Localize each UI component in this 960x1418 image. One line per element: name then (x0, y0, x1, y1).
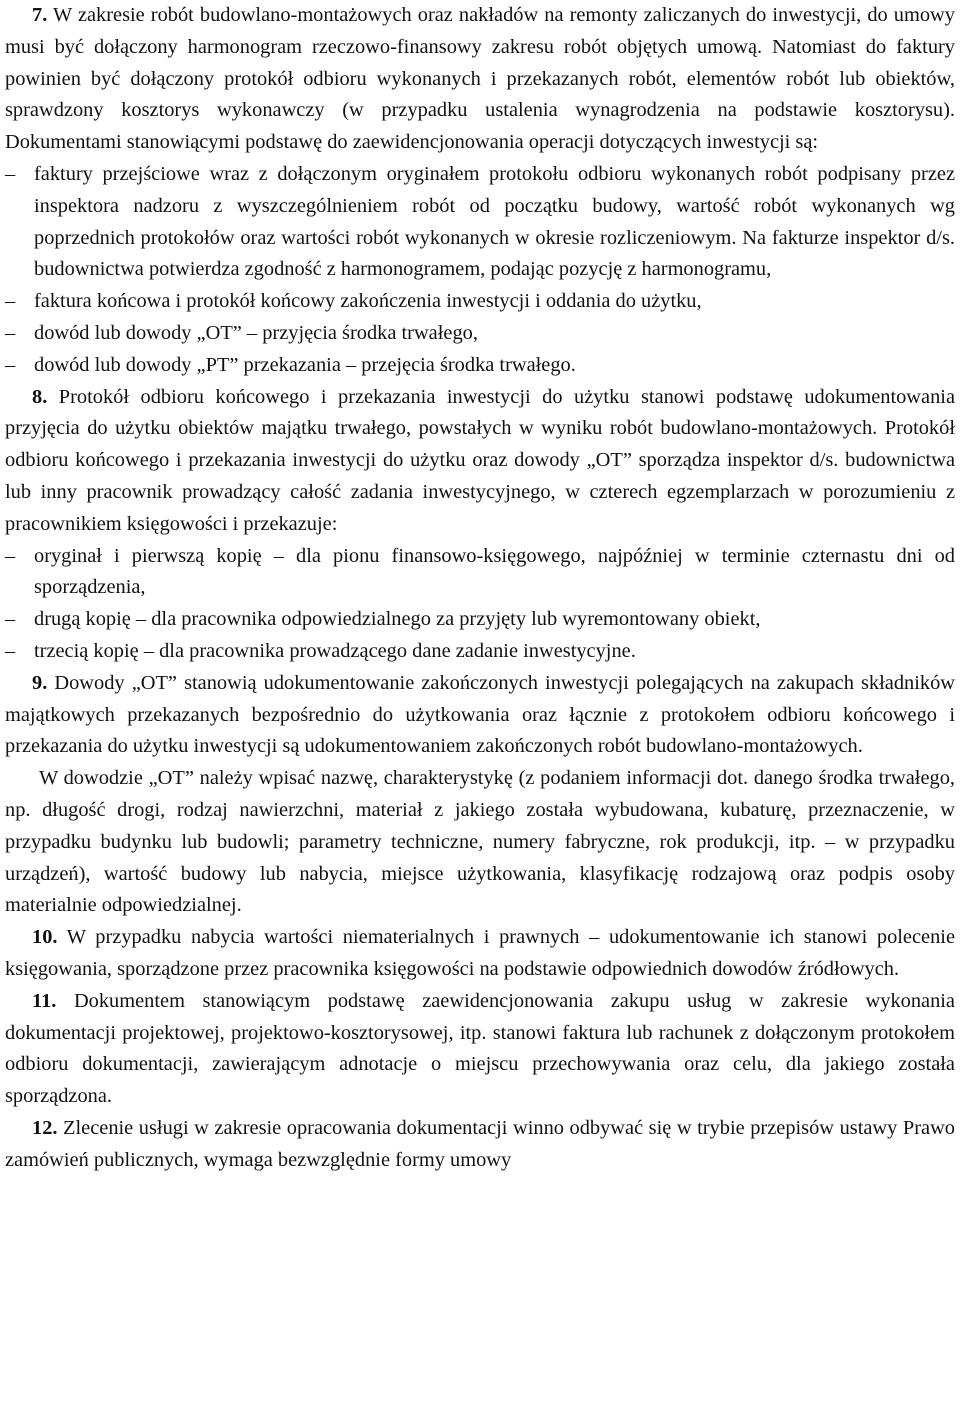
section-9-paragraph-2 (5, 763, 955, 922)
list-item (5, 541, 955, 605)
list-item-text: dowód lub dowody „OT” – przyjęcia środka trwałego, (34, 321, 478, 344)
section-11-text: Dokumentem stanowiącym podstawę zaewidencjonowania zakupu usług w zakresie wykonania dokumentacji projektowej, projektowo-kosztorysowej, itp. stanowi faktura lub rachunek z dołączonym protokołem odbioru dokumentacji, zawierającym adnotacje o miejscu przechowywania oraz celu, dla jakiego została sporządzona. (5, 989, 955, 1108)
dash-bullet: – (5, 321, 16, 344)
dash-bullet: – (5, 353, 16, 376)
list-item-text: faktury przejściowe wraz z dołączonym oryginałem protokołu odbioru wykonanych robót podpisany przez inspektora nadzoru z wyszczególnieniem robót od początku budowy, wartość robót wykonanych wg poprzednich protokołów oraz wartości robót wykonanych w okresie rozliczeniowym. Na fakturze inspektor d/s. budownictwa potwierdza zgodność z harmonogramem, podając pozycję z harmonogramu, (34, 162, 955, 281)
section-11-number: 11. (32, 989, 57, 1012)
dash-bullet: – (5, 162, 16, 185)
document-page (5, 0, 955, 1176)
section-12-paragraph (5, 1113, 955, 1177)
section-8-list (5, 541, 955, 668)
section-9-paragraph (5, 668, 955, 763)
dash-bullet: – (5, 290, 16, 313)
section-10-paragraph (5, 922, 955, 986)
section-10-number: 10. (32, 926, 58, 949)
section-12-number: 12. (32, 1116, 58, 1139)
section-8-number: 8. (32, 385, 48, 408)
list-item (5, 350, 955, 382)
section-7-text: W zakresie robót budowlano-montażowych oraz nakładów na remonty zaliczanych do inwestycji, do umowy musi być dołączony harmonogram rzeczowo-finansowy zakresu robót objętych umową. Natomiast do faktury powinien być dołączony protokół odbioru wykonanych i przekazanych robót, elementów robót lub obiektów, sprawdzony kosztorys wykonawczy (w przypadku ustalenia wynagrodzenia na podstawie kosztorysu). Dokumentami stanowiącymi podstawę do zaewidencjonowania operacji dotyczących inwestycji są: (5, 4, 955, 154)
section-12-text: Zlecenie usługi w zakresie opracowania dokumentacji winno odbywać się w trybie przepisów ustawy Prawo zamówień publicznych, wymaga bezwzględnie formy umowy (5, 1116, 955, 1171)
list-item (5, 636, 955, 668)
section-9-text-2: W dowodzie „OT” należy wpisać nazwę, charakterystykę (z podaniem informacji dot. danego środka trwałego, np. długość drogi, rodzaj nawierzchni, materiał z jakiego została wybudowana, kubaturę, przeznaczenie, w przypadku budynku lub budowli; parametry techniczne, numery fabryczne, rok produkcji, itp. – w przypadku urządzeń), wartość budowy lub nabycia, miejsce użytkowania, klasyfikację rodzajową oraz podpis osoby materialnie odpowiedzialnej. (5, 767, 955, 917)
section-7-number: 7. (32, 4, 48, 26)
list-item-text: trzecią kopię – dla pracownika prowadzącego dane zadanie inwestycyjne. (34, 639, 636, 662)
list-item (5, 159, 955, 286)
section-7-paragraph (5, 0, 955, 159)
list-item (5, 318, 955, 350)
section-9-number: 9. (32, 671, 48, 694)
section-7-list (5, 159, 955, 382)
dash-bullet: – (5, 639, 16, 662)
section-8-paragraph (5, 382, 955, 541)
list-item-text: dowód lub dowody „PT” przekazania – przejęcia środka trwałego. (34, 353, 576, 376)
list-item-text: faktura końcowa i protokół końcowy zakończenia inwestycji i oddania do użytku, (34, 290, 702, 313)
dash-bullet: – (5, 544, 16, 567)
section-11-paragraph (5, 986, 955, 1113)
section-10-text: W przypadku nabycia wartości niematerialnych i prawnych – udokumentowanie ich stanowi polecenie księgowania, sporządzone przez pracownika księgowości na podstawie odpowiednich dowodów źródłowych. (5, 926, 955, 980)
section-9-text: Dowody „OT” stanowią udokumentowanie zakończonych inwestycji polegających na zakupach składników majątkowych przekazanych bezpośrednio do użytkowania oraz łącznie z protokołem odbioru końcowego i przekazania do użytku inwestycji są udokumentowaniem zakończonych robót budowlano-montażowych. (5, 671, 955, 758)
list-item (5, 604, 955, 636)
section-8-text: Protokół odbioru końcowego i przekazania inwestycji do użytku stanowi podstawę udokumentowania przyjęcia do użytku obiektów majątku trwałego, powstałych w wyniku robót budowlano-montażowych. Protokół odbioru końcowego i przekazania inwestycji do użytku oraz dowody „OT” sporządza inspektor d/s. budownictwa lub inny pracownik prowadzący całość zadania inwestycyjnego, w czterech egzemplarzach w porozumieniu z pracownikiem księgowości i przekazuje: (5, 385, 955, 535)
dash-bullet: – (5, 608, 16, 631)
list-item-text: oryginał i pierwszą kopię – dla pionu finansowo-księgowego, najpóźniej w terminie czternastu dni od sporządzenia, (34, 544, 955, 599)
list-item-text: drugą kopię – dla pracownika odpowiedzialnego za przyjęty lub wyremontowany obiekt, (34, 608, 761, 631)
list-item (5, 286, 955, 318)
